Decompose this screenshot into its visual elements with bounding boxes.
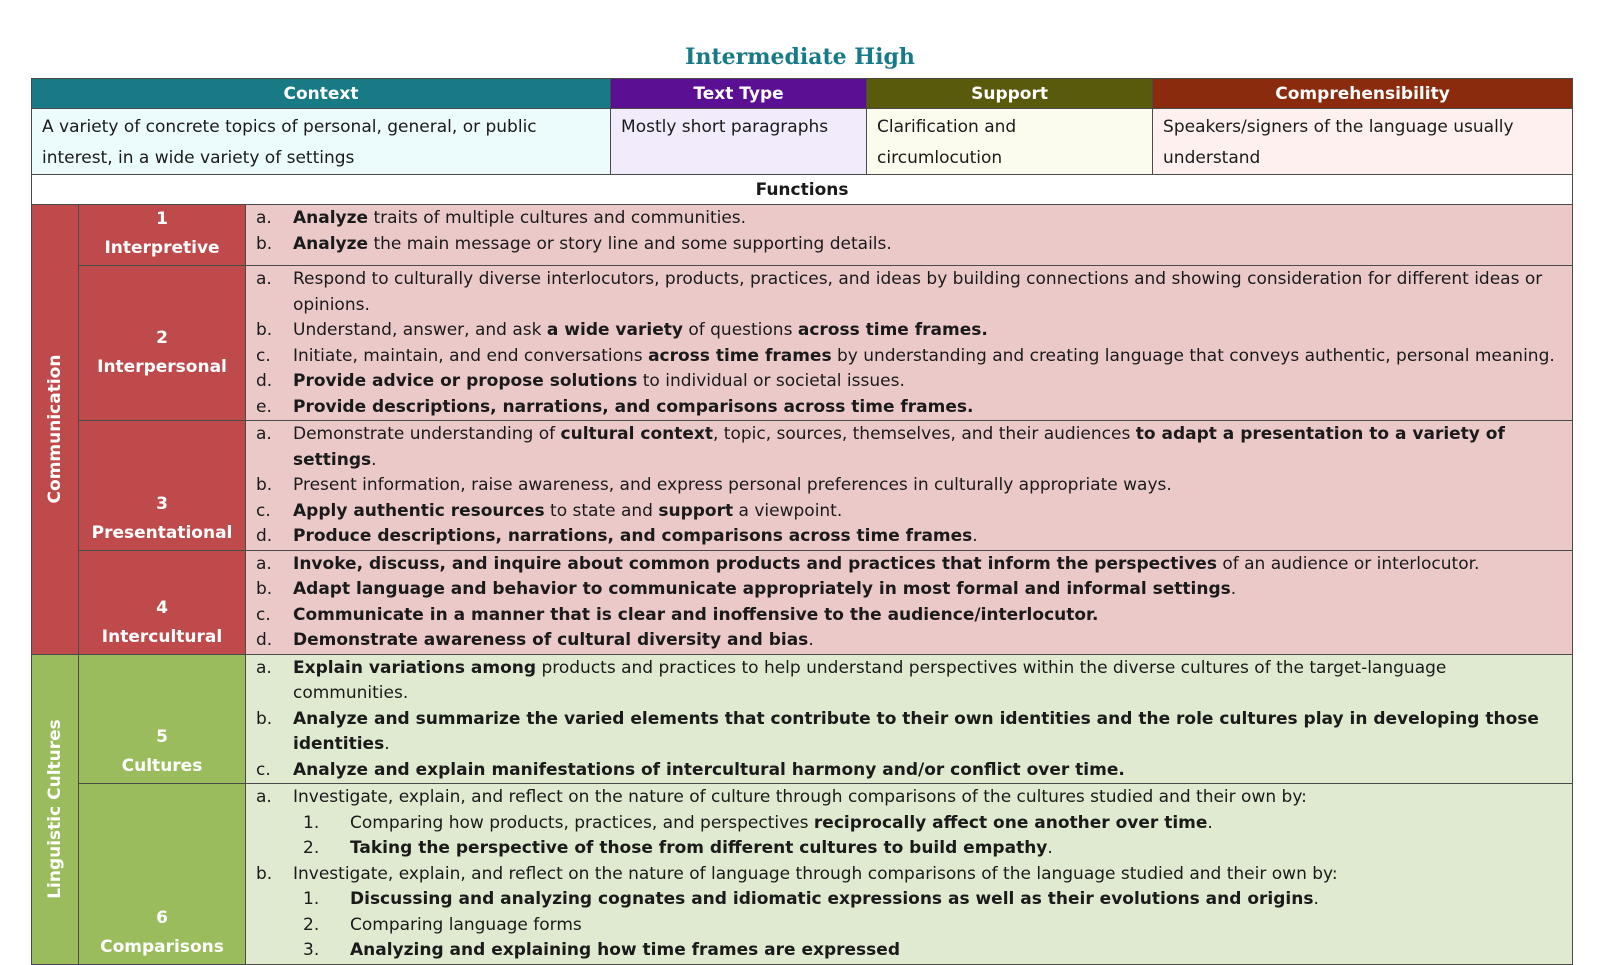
mode-name: Interpretive [104, 238, 220, 258]
item-text: Comparing how products, practices, and perspectives [350, 812, 814, 833]
list-item [256, 656, 1566, 707]
sub-item [256, 913, 1566, 939]
list-item [256, 758, 1566, 784]
item-text: . [1207, 812, 1213, 833]
item-letter: b. [256, 579, 273, 599]
item-bold: Produce descriptions, narrations, and comparisons across time frames [293, 526, 973, 546]
item-bold: Analyze and explain manifestations of intercultural harmony and/or conflict over time. [293, 759, 1125, 780]
list-item [256, 473, 1566, 499]
item-text: . [1313, 889, 1319, 909]
sub-item [256, 887, 1566, 913]
comparisons-items [246, 784, 1573, 965]
item-letter: c. [256, 500, 271, 521]
item-letter: a. [256, 208, 272, 228]
item-text: products and practices to help understand perspectives within the diverse cultures of the target-language communities. [293, 657, 1447, 703]
mode-row-interpretive [32, 205, 1573, 266]
item-bold: Communicate in a manner that is clear and inoffensive to the audience/interlocutor. [293, 604, 1099, 625]
item-text: a viewpoint. [733, 500, 843, 521]
sub-item-number: 1. [303, 889, 320, 909]
list-item [256, 344, 1566, 370]
mode-presentational [79, 421, 246, 551]
mode-comparisons [79, 784, 246, 965]
header-comprehensibility: Comprehensibility [1153, 79, 1573, 109]
mode-interpersonal [79, 266, 246, 421]
item-text: Comparing language forms [350, 914, 582, 935]
item-text: . [1230, 579, 1237, 599]
list-item [256, 395, 1566, 421]
item-text: . [384, 734, 390, 754]
mode-row-presentational [32, 421, 1573, 551]
item-text: . [1047, 838, 1053, 858]
category-communication [32, 205, 79, 655]
item-letter: b. [256, 863, 273, 884]
context-description: A variety of concrete topics of personal, general, or public interest, in a wide variety of settings [32, 109, 611, 175]
functions-label: Functions [32, 175, 1573, 205]
list-item [256, 499, 1566, 525]
sub-item-number: 1. [303, 812, 320, 833]
item-text: Investigate, explain, and reflect on the nature of culture through comparisons of the cultures studied and their own by: [293, 787, 1307, 807]
list-item [256, 232, 1566, 258]
list-item [256, 707, 1566, 758]
mode-row-cultures [32, 654, 1573, 784]
item-bold: Apply authentic resources [293, 500, 545, 521]
mode-name: Cultures [121, 756, 203, 776]
mode-name: Intercultural [101, 626, 223, 647]
item-text: of an audience or interlocutor. [1216, 553, 1480, 574]
item-letter: b. [256, 233, 273, 254]
item-text: of questions [682, 320, 798, 340]
item-text: Initiate, maintain, and end conversations [293, 345, 649, 366]
item-letter: d. [256, 526, 273, 546]
item-bold: Analyze and summarize the varied elements that contribute to their own identities and the role cultures play in developing those identities [293, 708, 1539, 754]
list-item [256, 318, 1566, 344]
sub-item-number: 2. [303, 838, 320, 858]
category-label: Linguistic Cultures [45, 719, 65, 899]
item-text: . [808, 630, 814, 650]
item-bold: across time frames. [797, 320, 988, 340]
list-item [256, 369, 1566, 395]
sub-item [256, 836, 1566, 862]
interpersonal-items [246, 266, 1573, 421]
item-bold: reciprocally affect one another over time [813, 812, 1208, 833]
item-text: , topic, sources, themselves, and their audiences [712, 424, 1136, 444]
list-item [256, 206, 1566, 232]
mode-number: 2 [156, 328, 168, 348]
list-item [256, 862, 1566, 888]
mode-number: 1 [156, 209, 168, 229]
item-bold: cultural context [560, 424, 713, 444]
header-support: Support [867, 79, 1153, 109]
item-bold: Demonstrate awareness of cultural diversity and bias [293, 630, 809, 650]
mode-name: Comparisons [100, 936, 224, 957]
list-item [256, 524, 1566, 550]
item-letter: a. [256, 269, 272, 289]
item-bold: Provide descriptions, narrations, and comparisons across time frames. [293, 396, 974, 417]
item-letter: d. [256, 630, 273, 650]
item-text: . [972, 526, 978, 546]
cultures-items [246, 654, 1573, 784]
sub-item-number: 2. [303, 914, 320, 935]
item-letter: a. [256, 787, 272, 807]
list-item [256, 785, 1566, 811]
mode-number: 6 [156, 907, 168, 928]
item-bold: Analyzing and explaining how time frames are expressed [350, 940, 900, 960]
mode-row-interpersonal [32, 266, 1573, 421]
proficiency-table [31, 78, 1573, 965]
item-letter: a. [256, 424, 272, 444]
item-bold: Analyze [293, 233, 369, 254]
header-text-type: Text Type [611, 79, 867, 109]
item-text: Understand, answer, and ask [293, 320, 547, 340]
page-title: Intermediate High [685, 44, 915, 70]
mode-name: Presentational [91, 522, 233, 543]
item-bold: Adapt language and behavior to communicate appropriately in most formal and informal settings [293, 579, 1231, 599]
item-text: Demonstrate understanding of [293, 424, 561, 444]
list-item [256, 552, 1566, 578]
item-text: Investigate, explain, and reflect on the nature of language through comparisons of the language studied and their own by: [293, 863, 1338, 884]
category-linguistic-cultures [32, 654, 79, 964]
sub-item-number: 3. [303, 940, 320, 960]
intercultural-items [246, 550, 1573, 654]
mode-interpretive [79, 205, 246, 266]
item-letter: d. [256, 371, 273, 391]
support-description: Clarification and circumlocution [867, 109, 1153, 175]
item-text: traits of multiple cultures and communities. [368, 208, 747, 228]
item-letter: b. [256, 708, 273, 729]
item-letter: a. [256, 553, 272, 574]
interpretive-items [246, 205, 1573, 266]
item-letter: b. [256, 320, 273, 340]
item-bold: Provide advice or propose solutions [293, 371, 638, 391]
item-text: by understanding and creating language that conveys authentic, personal meaning. [831, 345, 1555, 366]
mode-number: 3 [156, 493, 168, 514]
item-bold: Taking the perspective of those from different cultures to build empathy [350, 838, 1048, 858]
item-letter: e. [256, 396, 272, 417]
presentational-items [246, 421, 1573, 551]
item-text: . [371, 449, 377, 470]
item-text: Present information, raise awareness, and express personal preferences in culturally appropriate ways. [293, 475, 1172, 495]
mode-number: 4 [156, 597, 168, 618]
functions-row [32, 175, 1573, 205]
category-label: Communication [45, 354, 65, 504]
item-letter: c. [256, 759, 271, 780]
mode-row-comparisons [32, 784, 1573, 965]
item-bold: to adapt a presentation to a variety of settings [293, 424, 1505, 470]
item-bold: Explain variations among [293, 657, 537, 678]
item-bold: Analyze [293, 208, 369, 228]
item-text: to state and [544, 500, 659, 521]
item-letter: c. [256, 345, 271, 366]
sub-item [256, 811, 1566, 837]
text-type-description: Mostly short paragraphs [611, 109, 867, 175]
mode-row-intercultural [32, 550, 1573, 654]
item-bold: a wide variety [546, 320, 683, 340]
mode-name: Interpersonal [97, 357, 227, 377]
item-letter: a. [256, 657, 272, 678]
mode-intercultural [79, 550, 246, 654]
item-bold: support [658, 500, 734, 521]
mode-number: 5 [156, 727, 168, 747]
item-text: Respond to culturally diverse interlocutors, products, practices, and ideas by building connections and showing consideration for different ideas or opinions. [293, 269, 1543, 315]
item-text: to individual or societal issues. [637, 371, 905, 391]
comprehensibility-description: Speakers/signers of the language usually understand [1153, 109, 1573, 175]
item-letter: b. [256, 475, 273, 495]
description-row [32, 109, 1573, 175]
list-item [256, 628, 1566, 654]
list-item [256, 577, 1566, 603]
item-bold: Discussing and analyzing cognates and idiomatic expressions as well as their evolutions and origins [350, 889, 1314, 909]
item-bold: across time frames [648, 345, 832, 366]
sub-item [256, 938, 1566, 964]
header-context: Context [32, 79, 611, 109]
list-item [256, 422, 1566, 473]
list-item [256, 267, 1566, 318]
item-letter: c. [256, 604, 271, 625]
header-row [32, 79, 1573, 109]
mode-cultures [79, 654, 246, 784]
item-bold: Invoke, discuss, and inquire about common products and practices that inform the perspectives [293, 553, 1217, 574]
item-text: the main message or story line and some supporting details. [368, 233, 892, 254]
list-item [256, 603, 1566, 629]
